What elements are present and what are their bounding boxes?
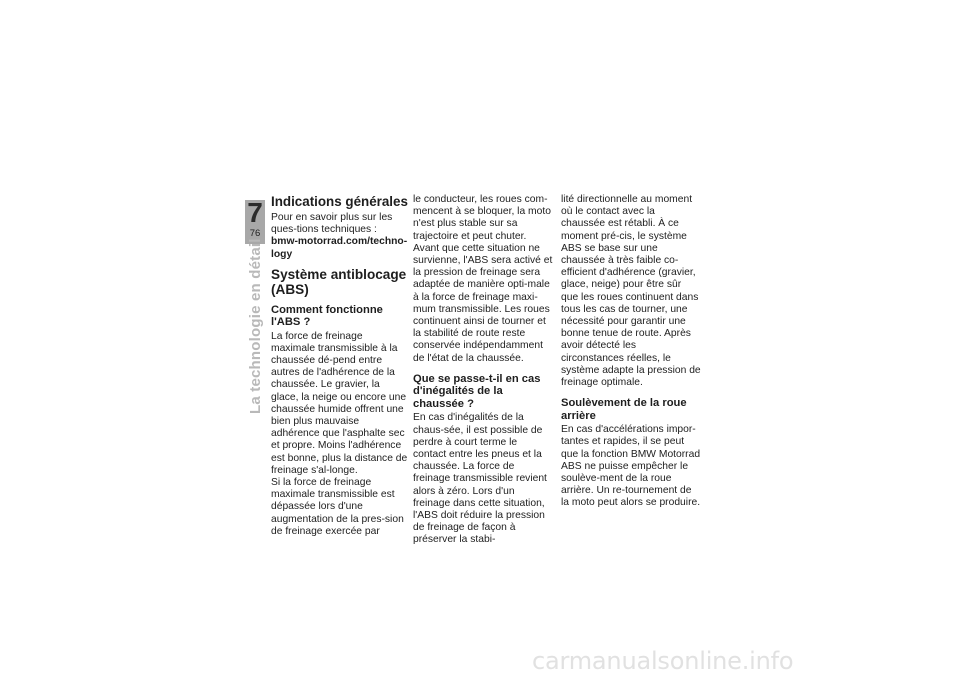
paragraph-general: Pour en savoir plus sur les ques-tions techniques : [271,212,393,236]
chapter-title: La technologie en détail [247,238,264,414]
heading-how-abs-works: Comment fonctionne l'ABS ? [271,303,383,329]
paragraph-rear-wheel-lift: En cas d'accélérations impor-tantes et rapides, il se peut que la fonction BMW Motorrad ABS ne puisse empêcher le soulève-ment de la roue arrière. Un re-tournement de la moto peut alors se produire. [561,424,701,509]
paragraph-continued-2: le conducteur, les roues com-mencent à se bloquer, la moto n'est plus stable sur sa trajectoire et peut chuter. Avant que cette situation ne survienne, l'ABS sera activé et la pression de freinage sera adaptée de manière opti-male à la force de freinage maxi-mum transmissible. Les roues continuent ainsi de tourner et la stabilité de route reste conservée indépendamment de l'état de la chaussée. [413,194,553,364]
paragraph-how-1: La force de freinage maximale transmissible à la chaussée dé-pend entre autres de l'adhérence de la chaussée. Le gravier, la glace, la neige ou encore une chaussée humide offrent une bien plus mauvaise adhérence que l'asphalte sec et propre. Moins l'adhérence est bonne, plus la distance de freinage s'al-longe. [271,330,408,476]
heading-general: Indications générales [271,194,408,209]
page-number: 76 [249,228,261,239]
paragraph-how-2: Si la force de freinage maximale transmissible est dépassée lors d'une augmentation de la pres-sion de freinage exercée par [271,477,404,537]
paragraph-continued-3: lité directionnelle au moment où le contact avec la chaussée est rétabli. À ce moment pré-cis, le système ABS se base sur une chaussée à très faible co-efficient d'adhérence (gravier, glace, neige) pour être sûr que les roues continuent dans tous les cas de tourner, une nécessité pour garantir une bonne tenue de route. Après avoir détecté les circonstances réelles, le système adapte la pression de freinage optimale. [561,194,701,389]
column-1 [271,194,409,538]
heading-uneven-road: Que se passe-t-il en cas d'inégalités de la chaussée ? [413,372,541,410]
column-3 [561,194,701,510]
watermark: carmanualsonline.info [532,647,794,675]
heading-abs: Système antiblocage (ABS) [271,266,407,298]
column-2 [413,194,553,547]
paragraph-uneven-road: En cas d'inégalités de la chaus-sée, il est possible de perdre à court terme le contact entre les pneus et la chaussée. La force de freinage transmissible revient alors à zéro. Lors d'un freinage dans cette situation, l'ABS doit réduire la pression de freinage de façon à préserver la stabi- [413,412,547,546]
chapter-number: 7 [247,197,263,228]
technology-link[interactable]: bmw-motorrad.com/techno-logy [271,236,408,260]
heading-rear-wheel-lift: Soulèvement de la roue arrière [561,397,687,422]
